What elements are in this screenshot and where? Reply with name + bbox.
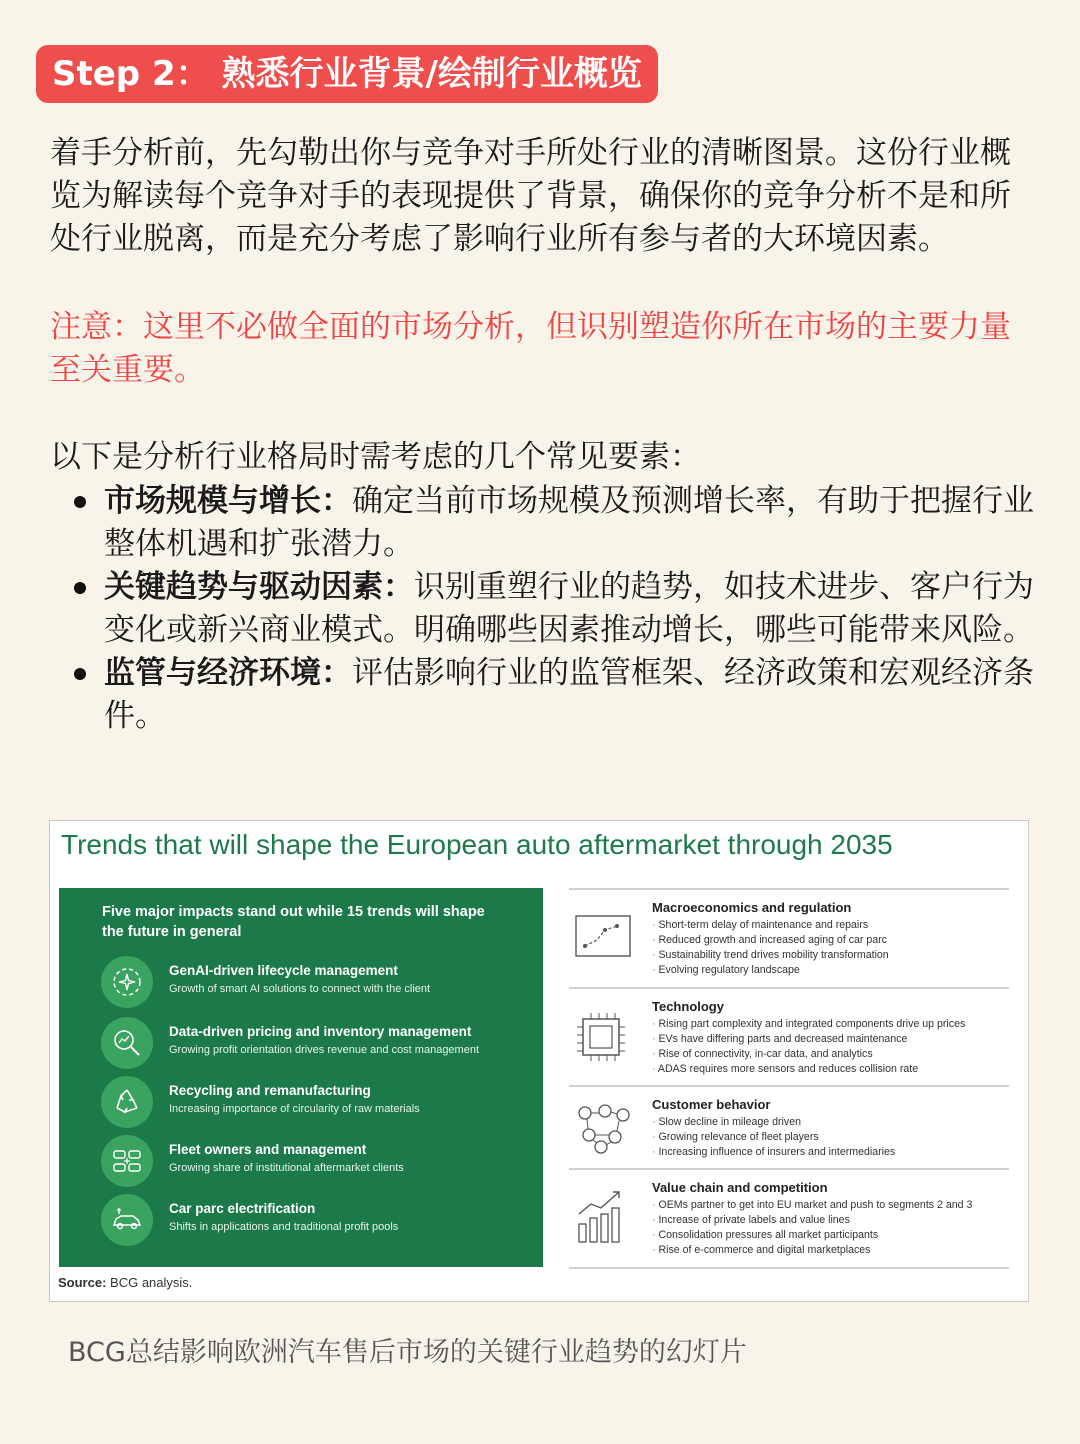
list-item: · Increasing influence of insurers and intermediaries xyxy=(652,1145,895,1160)
intro-paragraph: 着手分析前，先勾勒出你与竞争对手所处行业的清晰图景。这份行业概览为解读每个竞争对手的表现提供了背景，确保你的竞争分析不是和所处行业脱离，而是充分考虑了影响行业所有参与者的大环境因素。 xyxy=(50,135,1011,257)
note-paragraph: 注意：这里不必做全面的市场分析，但识别塑造你所在市场的主要力量至关重要。 xyxy=(50,309,1011,388)
bullet-dot-icon xyxy=(74,668,86,680)
list-item: · Rising part complexity and integrated components drive up prices xyxy=(652,1017,965,1032)
list-item: · Sustainability trend drives mobility transformation xyxy=(652,948,889,963)
impact-item xyxy=(101,956,531,1010)
list-item: · Evolving regulatory landscape xyxy=(652,963,889,978)
trend-name: Technology xyxy=(652,999,724,1014)
list-item: · Consolidation pressures all market participants xyxy=(652,1228,972,1243)
recycle-icon xyxy=(101,1076,153,1128)
impact-subtitle: Shifts in applications and traditional profit pools xyxy=(169,1221,399,1233)
impact-item xyxy=(101,1194,531,1248)
list-item-term: 监管与经济环境： xyxy=(104,655,352,691)
list-item xyxy=(50,652,1040,738)
list-item-term: 市场规模与增长： xyxy=(104,483,352,519)
bar-growth-icon xyxy=(575,1188,631,1244)
bullet-dot-icon xyxy=(74,496,86,508)
list-item: · Reduced growth and increased aging of car parc xyxy=(652,933,889,948)
impact-title: Recycling and remanufacturing xyxy=(169,1083,371,1098)
bullet-dot-icon xyxy=(74,582,86,594)
impacts-panel xyxy=(59,888,543,1267)
source-label: Source: xyxy=(58,1275,107,1290)
step-badge: Step 2： 熟悉行业背景/绘制行业概览 xyxy=(36,45,658,103)
slide-title: Trends that will shape the European auto aftermarket through 2035 xyxy=(61,829,893,860)
list-item xyxy=(50,480,1040,566)
source-text: BCG analysis. xyxy=(110,1275,193,1290)
list-item-text: 识别重塑行业的趋势，如技术进步、客户行为变化或新兴商业模式。明确哪些因素推动增长，哪些可能带来风险。 xyxy=(104,569,1034,648)
list-lead: 以下是分析行业格局时需考虑的几个常见要素： xyxy=(50,439,701,475)
list-item-term: 关键趋势与驱动因素： xyxy=(104,569,414,605)
list-item: · Growing relevance of fleet players xyxy=(652,1130,895,1145)
trend-items xyxy=(652,1198,972,1258)
trend-items xyxy=(652,1017,965,1077)
list-item: · ADAS requires more sensors and reduces collision rate xyxy=(652,1062,965,1077)
bcg-slide xyxy=(49,820,1029,1302)
trend-name: Customer behavior xyxy=(652,1097,771,1112)
trend-name: Value chain and competition xyxy=(652,1180,828,1195)
list-item: · OEMs partner to get into EU market and push to segments 2 and 3 xyxy=(652,1198,972,1213)
impact-item xyxy=(101,1076,531,1130)
impact-subtitle: Growing share of institutional aftermarket clients xyxy=(169,1162,404,1174)
impact-title: Car parc electrification xyxy=(169,1201,316,1216)
list-item xyxy=(50,566,1040,652)
panel-heading: Five major impacts stand out while 15 trends will shape the future in general xyxy=(102,904,485,940)
trend-items xyxy=(652,1115,895,1160)
chip-icon xyxy=(575,1011,627,1063)
list-item: · Rise of connectivity, in-car data, and analytics xyxy=(652,1047,965,1062)
trend-items xyxy=(652,918,889,978)
impact-item xyxy=(101,1135,531,1189)
list-item: · Rise of e-commerce and digital marketplaces xyxy=(652,1243,972,1258)
impact-title: GenAI-driven lifecycle management xyxy=(169,963,398,978)
trend-row xyxy=(569,1168,1009,1256)
slide-caption: BCG总结影响欧洲汽车售后市场的关键行业趋势的幻灯片 xyxy=(68,1337,747,1368)
line-chart-icon xyxy=(575,914,631,958)
trend-row xyxy=(569,888,1009,976)
impact-subtitle: Growth of smart AI solutions to connect with the client xyxy=(169,983,431,995)
list-item: · Slow decline in mileage driven xyxy=(652,1115,895,1130)
ai-sparkle-icon xyxy=(101,956,153,1008)
impact-subtitle: Growing profit orientation drives revenue and cost management xyxy=(169,1044,480,1056)
impact-item xyxy=(101,1017,531,1071)
list-item-text: 确定当前市场规模及预测增长率，有助于把握行业整体机遇和扩张潜力。 xyxy=(104,483,1034,562)
source-note xyxy=(58,1275,192,1290)
impact-title: Data-driven pricing and inventory management xyxy=(169,1024,472,1039)
trend-name: Macroeconomics and regulation xyxy=(652,900,852,915)
impact-title: Fleet owners and management xyxy=(169,1142,367,1157)
impact-subtitle: Increasing importance of circularity of raw materials xyxy=(169,1103,420,1115)
trend-row xyxy=(569,987,1009,1075)
analytics-magnifier-icon xyxy=(101,1017,153,1069)
trend-row xyxy=(569,1085,1009,1158)
list-item: · Short-term delay of maintenance and repairs xyxy=(652,918,889,933)
list-item: · Increase of private labels and value lines xyxy=(652,1213,972,1228)
fleet-cars-icon xyxy=(101,1135,153,1187)
people-network-icon xyxy=(575,1103,631,1155)
factor-list xyxy=(50,480,1040,738)
electric-car-icon xyxy=(101,1194,153,1246)
divider xyxy=(569,1267,1009,1269)
list-item-text: 评估影响行业的监管框架、经济政策和宏观经济条件。 xyxy=(104,655,1034,734)
list-item: · EVs have differing parts and decreased maintenance xyxy=(652,1032,965,1047)
